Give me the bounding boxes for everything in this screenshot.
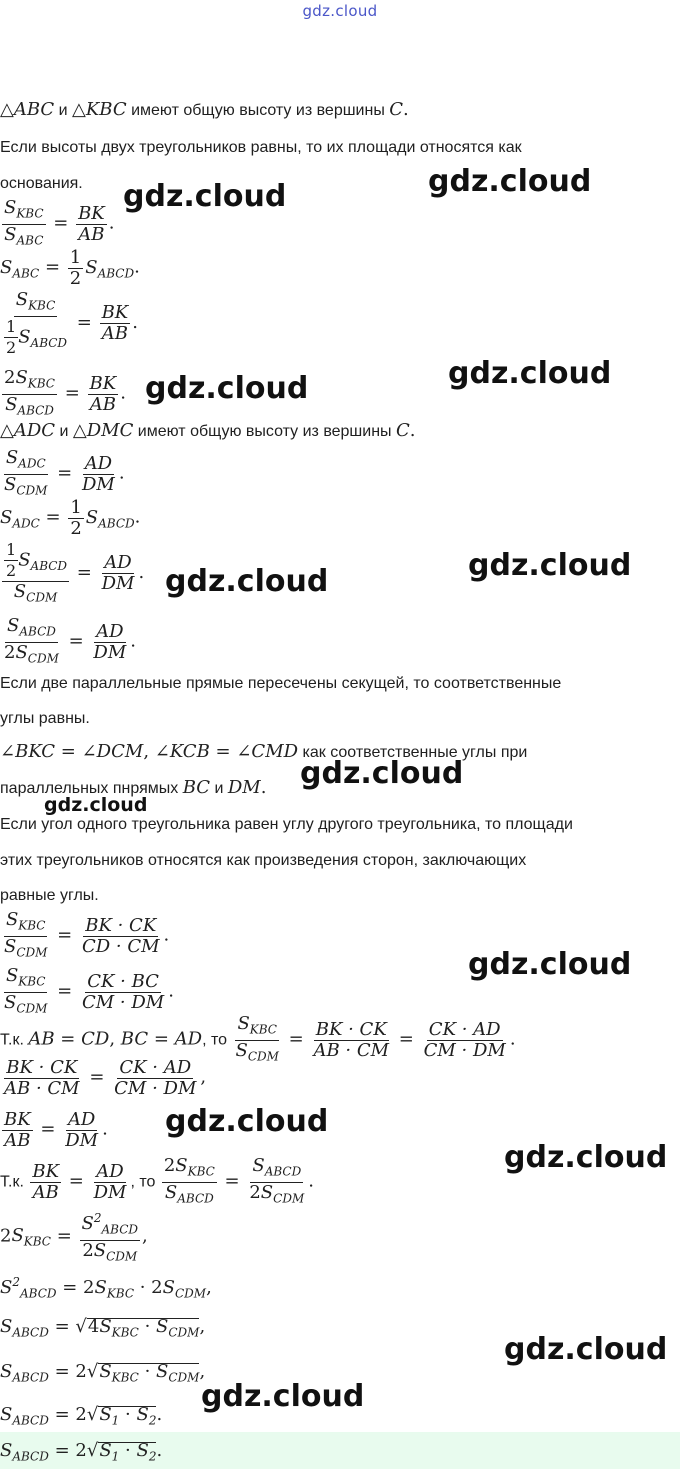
formula-line: $S_{KBC}$ $\frac{1}{2}$ $S_{ABCD}$ = $\frac{BK}{AB}$ . [6,289,138,357]
solution-line: ∠BKC = ∠DCM, ∠KCB = ∠CMD как соответственные углы при [0,741,528,762]
solution-line: параллельных пнрямых BC и DM. [0,777,267,798]
final-answer: $S_{ABCD} = 2√S_1 \cdot S_2$. [0,1440,163,1464]
solution-text: основания. [0,175,83,192]
formula-line: $S_{ABCD} = √4S_{KBC} \cdot S_{CDM}$, [0,1316,206,1340]
formula-line: $\frac{S_{KBC}}{S_{CDM}}$ = $\frac{BK \cdot CK}{CD \cdot CM}$ . [4,909,170,960]
formula-line: $S_{ABC}$ = $\frac{1}{2}$ $S_{ABCD}$. [0,247,140,289]
watermark: gdz.cloud [504,1332,668,1367]
solution-text: Если высоты двух треугольников равны, то их площади относятся как [0,139,522,156]
solution-text: этих треугольников относятся как произведения сторон, заключающих [0,852,527,869]
watermark: gdz.cloud [165,1104,329,1139]
top-watermark: gdz.cloud [302,2,378,20]
formula-line: $2S_{KBC}$ = $\frac{S^2_{ABCD}}{2S_{CDM}}$ , [0,1208,680,1266]
formula-line: $S_{ADC}$ = $\frac{1}{2}$ $S_{ABCD}$. [0,497,141,539]
solution-text: углы равны. [0,710,90,727]
watermark: gdz.cloud [428,164,592,199]
formula-line: $\frac{1}{2}$ $S_{ABCD}$ $S_{CDM}$ = $\frac{AD}{DM}$ . [0,540,680,608]
watermark: gdz.cloud [468,947,632,982]
formula-line: Т.к. $\frac{BK}{AB}$ = $\frac{AD}{DM}$ , то $\frac{2S_{KBC}}{S_{ABCD}}$ = $\frac{S_{ABCD}}{2S_{CDM}}$ . [0,1155,314,1206]
solution-text: Если две параллельные прямые пересечены секущей, то соответственные [0,675,562,692]
formula-line: $S^2_{ABCD} = 2S_{KBC} \cdot 2S_{CDM}$, [0,1275,212,1301]
formula-line: $S_{ABCD} = 2√S_{KBC} \cdot S_{CDM}$, [0,1361,206,1385]
watermark: gdz.cloud [165,564,329,599]
watermark: gdz.cloud [123,179,287,214]
formula-line: $S_{ABCD} = 2√S_1 \cdot S_2$. [0,1404,163,1428]
watermark: gdz.cloud [504,1140,668,1175]
formula-line: $\frac{2S_{KBC}}{S_{ABCD}}$ = $\frac{BK}{AB}$ . [4,367,126,418]
formula-line: $\frac{BK \cdot CK}{AB \cdot CM}$ = $\frac{CK \cdot AD}{CM \cdot DM}$ , [4,1057,207,1099]
formula-line: $\frac{S_{KBC}}{S_{ABC}}$ = $\frac{BK}{AB}$ . [4,197,115,248]
watermark: gdz.cloud [145,371,309,406]
solution-text: Если угол одного треугольника равен углу другого треугольника, то площади [0,816,573,833]
watermark: gdz.cloud [468,548,632,583]
solution-line: △ABC и △KBC имеют общую высоту из вершины C. [0,99,409,120]
formula-line: $\frac{BK}{AB}$ = $\frac{AD}{DM}$ . [4,1109,108,1151]
formula-line: $\frac{S_{KBC}}{S_{CDM}}$ = $\frac{CK \cdot BC}{CM \cdot DM}$ . [4,965,174,1016]
solution-line: △ADC и △DMC имеют общую высоту из вершины C. [0,420,416,441]
watermark: gdz.cloud [201,1379,365,1414]
formula-line: Т.к. AB = CD, BC = AD, то $\frac{S_{KBC}}{S_{CDM}}$ = $\frac{BK \cdot CK}{AB \cdot CM}$ = $\frac{CK \cdot AD}{CM \cdot DM}$ . [0,1013,516,1064]
solution-text: равные углы. [0,887,99,904]
watermark: gdz.cloud [300,756,464,791]
watermark: gdz.cloud [448,356,612,391]
formula-line: $\frac{S_{ADC}}{S_{CDM}}$ = $\frac{AD}{DM}$ . [4,447,125,498]
watermark: gdz.cloud [44,794,148,816]
formula-line: $\frac{S_{ABCD}}{2S_{CDM}}$ = $\frac{AD}{DM}$ . [4,615,137,666]
